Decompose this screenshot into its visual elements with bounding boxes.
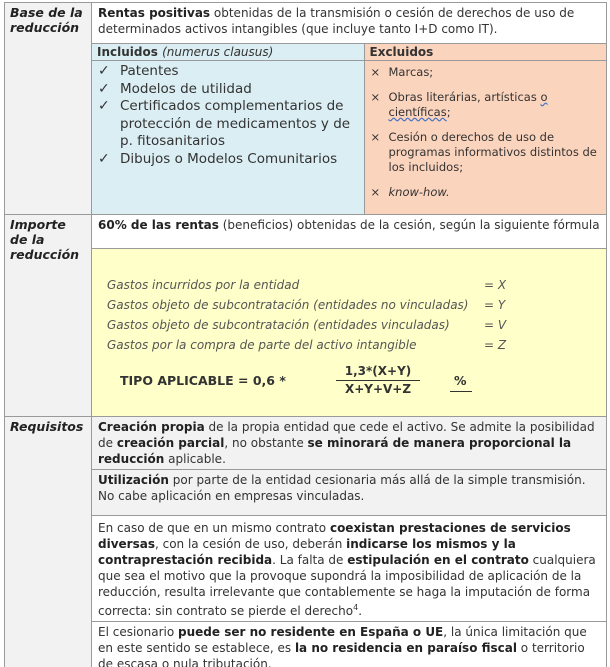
cross-icon: ×	[370, 185, 381, 199]
included-item	[98, 98, 360, 151]
importe-label-cell	[5, 215, 92, 417]
excluded-item-label: Marcas;	[388, 65, 434, 79]
tipo-aplicable: TIPO APLICABLE = 0,6 *	[120, 373, 286, 388]
included-excluded-table	[92, 43, 606, 214]
excluded-header	[364, 44, 606, 61]
requisitos-label: Requisitos	[10, 419, 84, 434]
requisitos-row	[5, 417, 607, 667]
base-intro-text: obtenidas de la transmisión o cesión de derechos de uso de determinados activos intangibles (que incluye tanto I+D como IT).	[98, 6, 575, 36]
importe-intro-bold: 60% de las rentas	[98, 218, 219, 232]
requisito-contrato	[92, 516, 606, 622]
formula-numerator: 1,3*(X+Y)	[336, 363, 420, 381]
gastos-list	[107, 275, 527, 355]
formula-denominator: X+Y+V+Z	[344, 382, 412, 396]
requisito-creacion	[92, 417, 606, 470]
requisito-utilizacion-text: Utilización por parte de la entidad cesionaria más allá de la simple transmisión. No cabe aplicación en empresas vinculadas.	[98, 473, 586, 503]
checkmark-icon: ✓	[98, 98, 110, 114]
excluded-item-label: know-how.	[388, 185, 450, 199]
gasto-variable: = Y	[484, 298, 506, 312]
base-label: Base de la reducción	[10, 5, 83, 35]
gasto-variable: = V	[484, 318, 507, 332]
gasto-variable: = Z	[484, 338, 507, 352]
checkmark-icon: ✓	[98, 150, 110, 167]
excluded-cell	[364, 61, 606, 215]
included-title: Incluidos	[97, 45, 158, 59]
importe-intro-text: (beneficios) obtenidas de la cesión, según la siguiente fórmula	[218, 218, 600, 232]
included-cell	[92, 61, 364, 215]
base-content-cell	[92, 3, 607, 215]
base-label-cell	[5, 3, 92, 215]
requisito-contrato-text: En caso de que en un mismo contrato coexistan prestaciones de servicios diversas, con la cesión de uso, deberán indicarse los mismos y la contraprestación recibida. La falta de estipulación en el contrato cualquiera que sea el motivo que la provoque supondrá la imposibilidad de aplicación de la reducción, resulta irrelevante que contablemente se haga la imputación de forma correcta: sin contrato se pierde el derecho$^4$.	[98, 521, 596, 618]
gasto-label: Gastos por la compra de parte del activo intangible	[107, 338, 417, 352]
importe-label: Importe de la reducción	[10, 217, 80, 262]
base-intro-bold: Rentas positivas	[98, 6, 211, 20]
excluded-item	[371, 90, 601, 120]
requisitos-table	[92, 417, 606, 667]
excluded-title: Excluidos	[369, 45, 434, 59]
formula-percent: %	[454, 373, 467, 388]
gasto-variable: = X	[484, 278, 507, 292]
excluded-item-label: Cesión o derechos de uso de programas informativos distintos de los incluidos;	[388, 130, 597, 174]
checkmark-icon: ✓	[98, 80, 110, 97]
importe-content-cell	[92, 215, 607, 417]
requisito-cesionario-text: El cesionario puede ser no residente en España o UE, la única limitación que en este sentido se establece, es la no residencia en paraíso fiscal o territorio de escasa o nula tributación.	[98, 625, 587, 667]
excluded-item	[371, 185, 601, 200]
requisito-cesionario	[92, 622, 606, 667]
included-item-label: Certificados complementarios de protección de medicamentos y de p. fitosanitarios	[120, 98, 351, 149]
base-row	[5, 3, 607, 215]
cross-icon: ×	[370, 90, 381, 104]
checkmark-icon: ✓	[98, 63, 110, 79]
base-intro	[92, 3, 606, 43]
formula-fraction	[336, 363, 420, 397]
included-header	[92, 44, 364, 61]
included-list	[98, 63, 360, 168]
gasto-label: Gastos objeto de subcontratación (entidades no vinculadas)	[107, 298, 469, 312]
requisitos-content-cell	[92, 417, 607, 667]
included-note: (numerus clausus)	[162, 45, 274, 59]
importe-row	[5, 215, 607, 417]
requisito-utilizacion	[92, 470, 606, 516]
excluded-item	[371, 65, 601, 80]
requisitos-label-cell	[5, 417, 92, 667]
excluded-item-label: Obras literárias, artísticas o científicas;	[388, 90, 548, 119]
included-item	[98, 81, 360, 99]
percent-underline	[450, 391, 472, 392]
included-item-label: Modelos de utilidad	[120, 80, 252, 97]
excluded-list	[371, 65, 601, 200]
gasto-label: Gastos incurridos por la entidad	[107, 278, 300, 292]
importe-intro	[92, 215, 606, 248]
cross-icon: ×	[370, 130, 381, 144]
included-item	[98, 63, 360, 81]
included-item	[98, 151, 360, 169]
excluded-item	[371, 130, 601, 175]
included-item-label: Dibujos o Modelos Comunitarios	[120, 150, 338, 167]
formula-box	[92, 248, 606, 416]
cross-icon: ×	[370, 65, 381, 79]
gastos-equalities	[484, 275, 506, 355]
gasto-label: Gastos objeto de subcontratación (entidades vinculadas)	[107, 318, 450, 332]
requisito-creacion-text: Creación propia de la propia entidad que cede el activo. Se admite la posibilidad de creación parcial, no obstante se minorará de manera proporcional la reducción aplicable.	[98, 420, 595, 466]
reduction-table	[4, 2, 607, 667]
included-item-label: Patentes	[120, 63, 179, 79]
